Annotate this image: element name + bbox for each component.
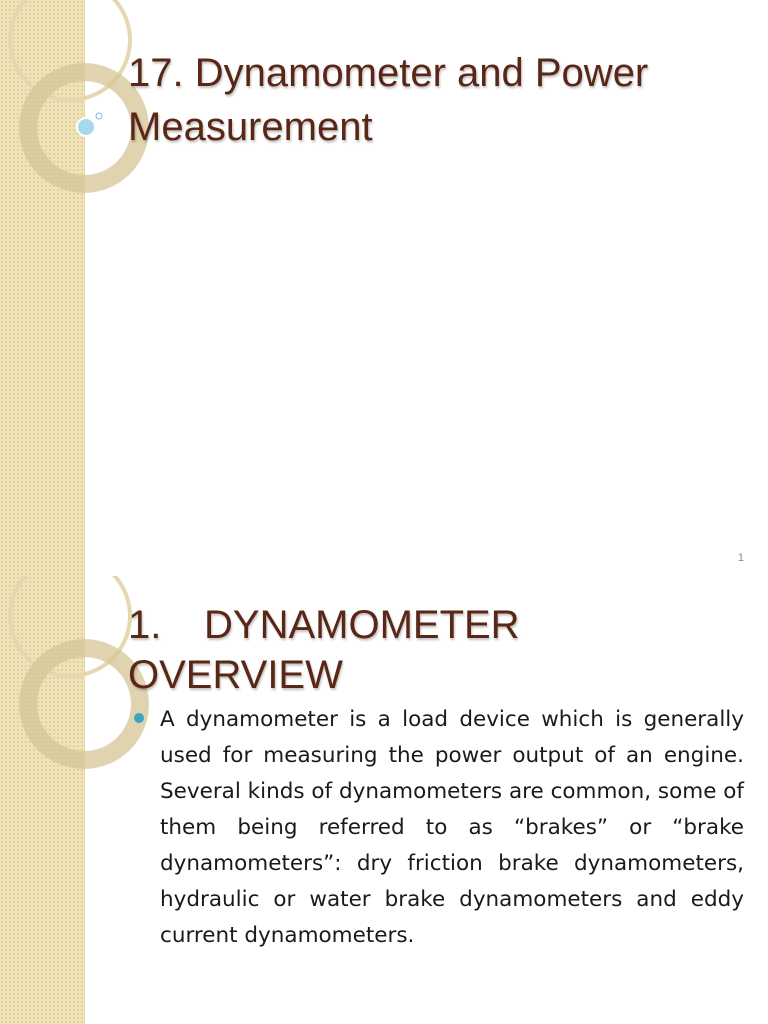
slide-title: 17. Dynamometer and Power Measurement: [128, 51, 649, 149]
slide-title: [128, 600, 688, 700]
slide-2: [0, 576, 768, 1024]
orb-dot-small: [96, 113, 102, 119]
slide-number: 1: [737, 552, 744, 564]
bullet-dot-icon: [134, 713, 144, 723]
bullet-text: A dynamometer is a load device which is generally used for measuring the power output of an engine. Several kinds of dynamometers are common, some of them being referred to as “brakes” or “brake dynamometers”: dry friction brake dynamometers, hydraulic or water brake dynamometers and eddy current dynamometers.: [160, 707, 744, 948]
ring-thick: [28, 648, 140, 760]
list-item: [132, 702, 744, 954]
title-text: DYNAMOMETER OVERVIEW: [128, 603, 520, 697]
bullet-list: [132, 702, 744, 954]
title-number: 1.: [128, 603, 162, 647]
orb-dot: [77, 118, 95, 136]
